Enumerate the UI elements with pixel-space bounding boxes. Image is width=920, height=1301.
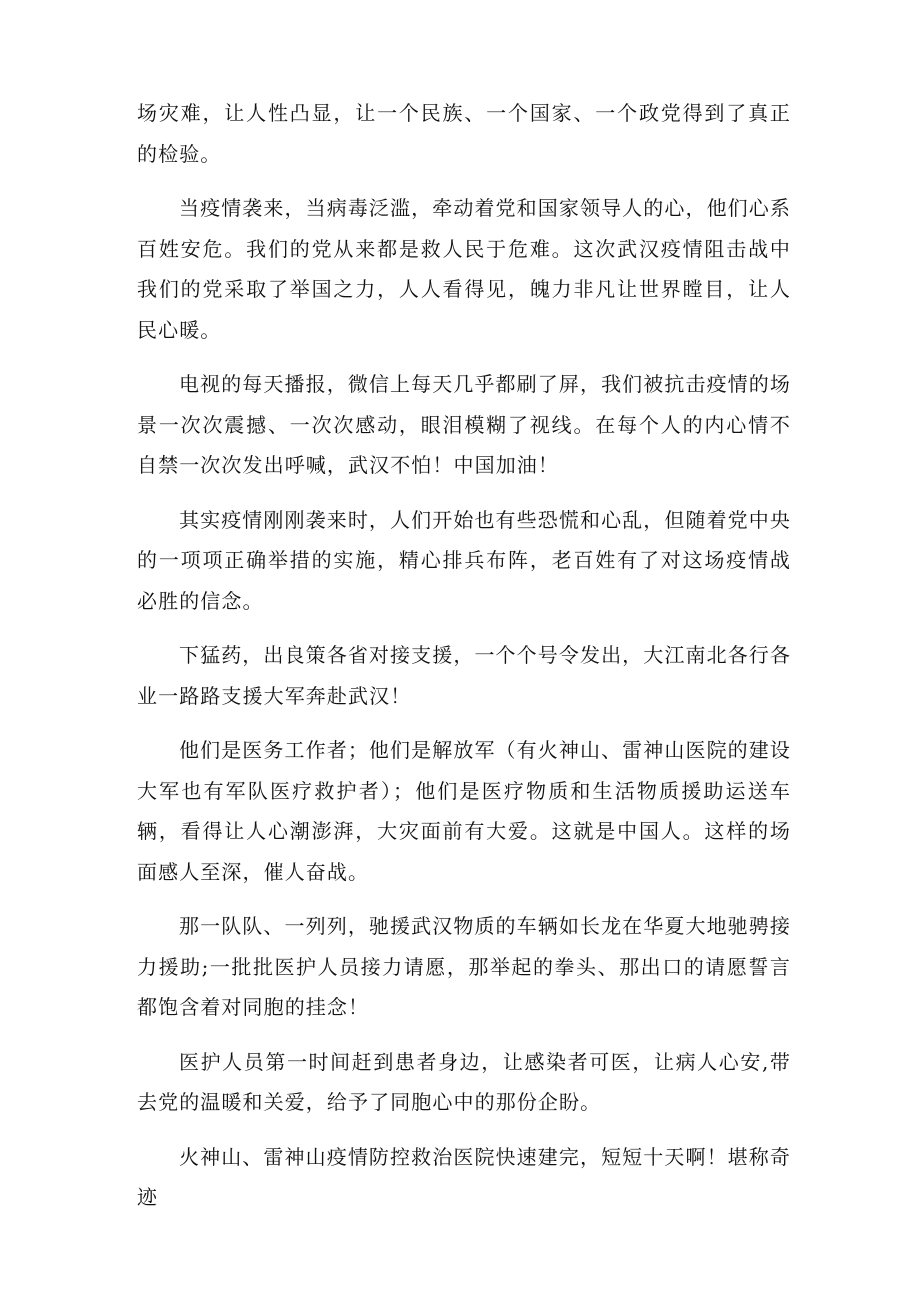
paragraph: 那一队队、一列列，驰援武汉物质的车辆如长龙在华夏大地驰骋接力援助;一批批医护人员接力请愿，那举起的拳头、那出口的请愿誓言都饱含着对同胞的挂念！ bbox=[137, 914, 791, 1019]
paragraph: 他们是医务工作者；他们是解放军（有火神山、雷神山医院的建设大军也有军队医疗救护者）；他们是医疗物质和生活物质援助运送车辆，看得让人心潮澎湃，大灾面前有大爱。这就是中国人。这样的场面感人至深，催人奋战。 bbox=[137, 738, 791, 884]
paragraph: 当疫情袭来，当病毒泛滥，牵动着党和国家领导人的心，他们心系百姓安危。我们的党从来都是救人民于危难。这次武汉疫情阻击战中我们的党采取了举国之力，人人看得见，魄力非凡让世界瞠目，让人民心暖。 bbox=[137, 196, 791, 342]
document-body bbox=[137, 93, 791, 1232]
paragraph: 火神山、雷神山疫情防控救治医院快速建完，短短十天啊！堪称奇迹 bbox=[137, 1144, 791, 1209]
paragraph: 电视的每天播报，微信上每天几乎都刷了屏，我们被抗击疫情的场景一次次震撼、一次次感动，眼泪模糊了视线。在每个人的内心情不自禁一次次发出呼喊，武汉不怕！中国加油！ bbox=[137, 372, 791, 477]
paragraph: 医护人员第一时间赶到患者身边，让感染者可医，让病人心安,带去党的温暖和关爱，给予了同胞心中的那份企盼。 bbox=[137, 1049, 791, 1114]
paragraph: 场灾难，让人性凸显，让一个民族、一个国家、一个政党得到了真正的检验。 bbox=[137, 101, 791, 166]
paragraph: 其实疫情刚刚袭来时，人们开始也有些恐慌和心乱，但随着党中央的一项项正确举措的实施，精心排兵布阵，老百姓有了对这场疫情战必胜的信念。 bbox=[137, 507, 791, 613]
paragraph: 下猛药，出良策各省对接支援，一个个号令发出，大江南北各行各业一路路支援大军奔赴武汉！ bbox=[137, 643, 791, 708]
